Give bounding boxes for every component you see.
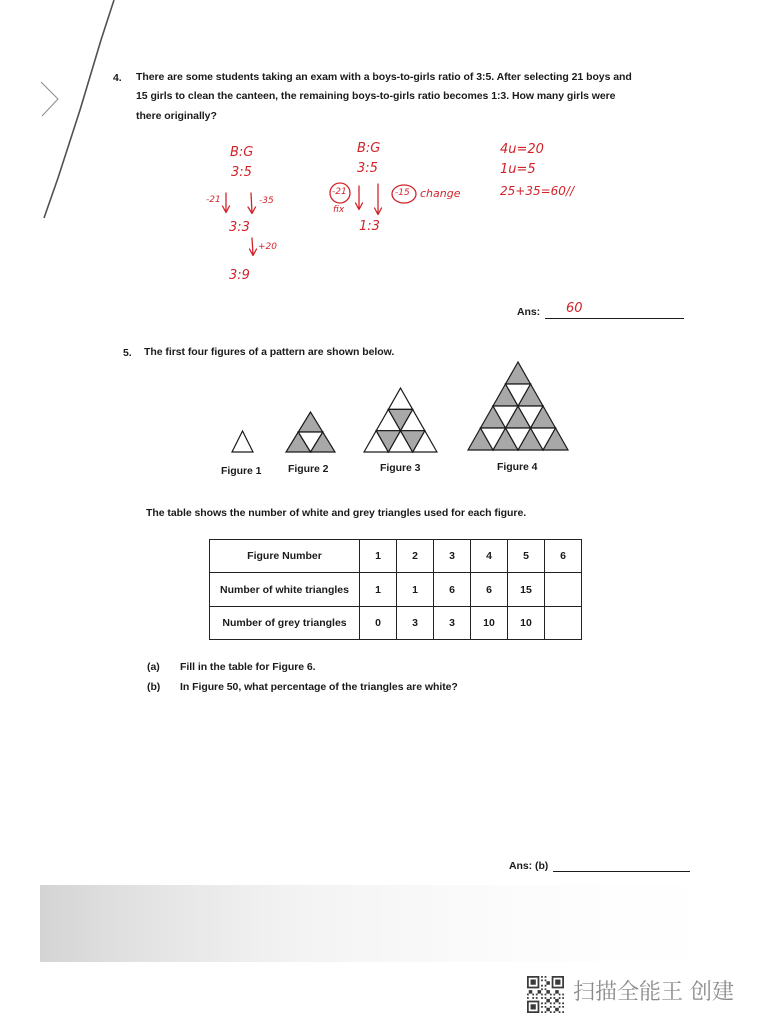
table-cell-empty bbox=[545, 607, 582, 640]
table-header-cell: 4 bbox=[471, 540, 508, 573]
table-cell: 1 bbox=[397, 573, 434, 607]
figure-2-triangle-upright-grey bbox=[311, 432, 336, 452]
figure-1-triangle-upright-white bbox=[232, 431, 253, 452]
figure-4-triangle-inverted-white bbox=[506, 384, 531, 406]
method-1-end-ratio: 3:9 bbox=[229, 268, 250, 283]
figure-4-triangle-upright-grey bbox=[531, 406, 556, 428]
method-3-line-3: 25+35=60// bbox=[500, 184, 575, 198]
table-cell: 1 bbox=[360, 573, 397, 607]
question-5-answer-label: Ans: (b) bbox=[509, 860, 549, 872]
table-intro: The table shows the number of white and grey triangles used for each figure. bbox=[146, 507, 527, 519]
figure-4-triangle-upright-grey bbox=[543, 428, 568, 450]
table-row-white bbox=[210, 573, 582, 607]
method-2-end-ratio: 1:3 bbox=[359, 219, 380, 234]
method-2-boys-note: fix bbox=[333, 205, 345, 215]
figure-2-triangle-upright-grey bbox=[298, 412, 323, 432]
table-cell: 10 bbox=[471, 607, 508, 640]
figure-4-triangle-inverted-white bbox=[518, 406, 543, 428]
method-3-line-1: 4u=20 bbox=[500, 142, 544, 157]
qr-code-icon bbox=[527, 976, 564, 1013]
figure-4-triangle-upright-grey bbox=[493, 384, 518, 406]
figure-3-triangle-upright-white bbox=[388, 431, 412, 452]
table-header-cell: 3 bbox=[434, 540, 471, 573]
method-3-line-2: 1u=5 bbox=[500, 162, 536, 177]
part-b-text: In Figure 50, what percentage of the triangles are white? bbox=[180, 681, 458, 693]
method-2-girls-note: change bbox=[420, 187, 461, 200]
figure-4-triangle-upright-grey bbox=[481, 406, 506, 428]
question-4-answer-value: 60 bbox=[566, 301, 583, 316]
method-2-boys-change: -21 bbox=[332, 187, 347, 197]
page-edge-line bbox=[44, 0, 114, 218]
question-5-answer-line bbox=[553, 871, 690, 872]
figure-4-triangle-inverted-white bbox=[506, 428, 531, 450]
watermark-text: 扫描全能王 创建 bbox=[573, 980, 734, 1005]
figure-4-triangle-upright-grey bbox=[518, 384, 543, 406]
method-2-girls-change: -15 bbox=[395, 188, 410, 198]
question-4-text-line-1: There are some students taking an exam with a boys-to-girls ratio of 3:5. After selecting 21 boys and bbox=[136, 71, 632, 83]
method-1-girls-change-2: +20 bbox=[258, 242, 277, 252]
figure-4-label: Figure 4 bbox=[497, 461, 538, 473]
question-5-number: 5. bbox=[123, 347, 132, 359]
figure-3-triangle-upright-white bbox=[364, 431, 388, 452]
question-4-answer-label: Ans: bbox=[517, 306, 541, 318]
method-1-middle-ratio: 3:3 bbox=[229, 220, 250, 235]
method-2-boys-arrow bbox=[356, 186, 363, 210]
table-cell: 6 bbox=[434, 573, 471, 607]
table-cell: 0 bbox=[360, 607, 397, 640]
figure-2-shape bbox=[286, 412, 335, 452]
figure-2-label: Figure 2 bbox=[288, 463, 329, 475]
figure-2-triangle-inverted-white bbox=[298, 432, 323, 452]
figure-1-shape bbox=[232, 431, 253, 452]
method-1-boys-change: -21 bbox=[206, 195, 221, 205]
table-header-cell: 6 bbox=[545, 540, 582, 573]
figure-4-triangle-inverted-white bbox=[493, 406, 518, 428]
page-fold-mark bbox=[41, 82, 58, 116]
figure-4-shape bbox=[468, 362, 568, 450]
table-row-label: Number of white triangles bbox=[210, 573, 360, 607]
bottom-page-shading bbox=[40, 885, 768, 962]
figure-4-triangle-upright-grey bbox=[468, 428, 493, 450]
part-a-label: (a) bbox=[147, 661, 160, 673]
method-2-ratio-label: B:G bbox=[357, 141, 381, 156]
figure-2-triangle-upright-grey bbox=[286, 432, 311, 452]
method-1-boys-arrow bbox=[223, 193, 230, 213]
part-a-text: Fill in the table for Figure 6. bbox=[180, 661, 316, 673]
method-2-start-ratio: 3:5 bbox=[357, 161, 378, 176]
method-1-start-ratio: 3:5 bbox=[231, 165, 252, 180]
figure-3-triangle-upright-white bbox=[388, 388, 412, 409]
method-2-girls-arrow bbox=[375, 184, 382, 215]
figure-4-triangle-upright-grey bbox=[506, 362, 531, 384]
figure-1-label: Figure 1 bbox=[221, 465, 262, 477]
question-4-text-line-3: there originally? bbox=[136, 110, 217, 122]
method-1-girls-change: -35 bbox=[259, 196, 274, 206]
method-1-second-arrow bbox=[250, 238, 257, 256]
part-b-label: (b) bbox=[147, 681, 161, 693]
figure-4-triangle-upright-grey bbox=[493, 428, 518, 450]
table-header-row bbox=[210, 540, 582, 573]
figure-3-triangle-inverted-grey bbox=[388, 409, 412, 430]
figure-3-triangle-inverted-grey bbox=[401, 431, 425, 452]
triangle-count-table bbox=[209, 539, 582, 640]
figure-4-triangle-upright-grey bbox=[506, 406, 531, 428]
figure-4-triangle-inverted-white bbox=[531, 428, 556, 450]
table-cell: 10 bbox=[508, 607, 545, 640]
figure-3-triangle-upright-white bbox=[401, 409, 425, 430]
question-5-intro: The first four figures of a pattern are shown below. bbox=[144, 346, 395, 358]
table-row-grey bbox=[210, 607, 582, 640]
question-4-text-line-2: 15 girls to clean the canteen, the remaining boys-to-girls ratio becomes 1:3. How many girls were bbox=[136, 90, 616, 102]
figure-3-triangle-upright-white bbox=[376, 409, 400, 430]
figure-4-triangle-upright-grey bbox=[518, 428, 543, 450]
table-header-cell: 1 bbox=[360, 540, 397, 573]
figure-4-triangle-inverted-white bbox=[481, 428, 506, 450]
table-cell-empty bbox=[545, 573, 582, 607]
table-cell: 3 bbox=[397, 607, 434, 640]
table-cell: 15 bbox=[508, 573, 545, 607]
figure-3-triangle-upright-white bbox=[413, 431, 437, 452]
method-1-girls-arrow bbox=[248, 193, 256, 214]
figure-3-triangle-inverted-grey bbox=[376, 431, 400, 452]
question-4-number: 4. bbox=[113, 72, 122, 84]
table-header-cell: 5 bbox=[508, 540, 545, 573]
figure-3-label: Figure 3 bbox=[380, 462, 421, 474]
table-header-cell: 2 bbox=[397, 540, 434, 573]
question-4-answer-line bbox=[545, 318, 684, 319]
table-cell: 3 bbox=[434, 607, 471, 640]
table-row-label: Number of grey triangles bbox=[210, 607, 360, 640]
table-header-label: Figure Number bbox=[210, 540, 360, 573]
method-1-ratio-label: B:G bbox=[230, 145, 254, 160]
table-cell: 6 bbox=[471, 573, 508, 607]
figure-3-shape bbox=[364, 388, 437, 452]
